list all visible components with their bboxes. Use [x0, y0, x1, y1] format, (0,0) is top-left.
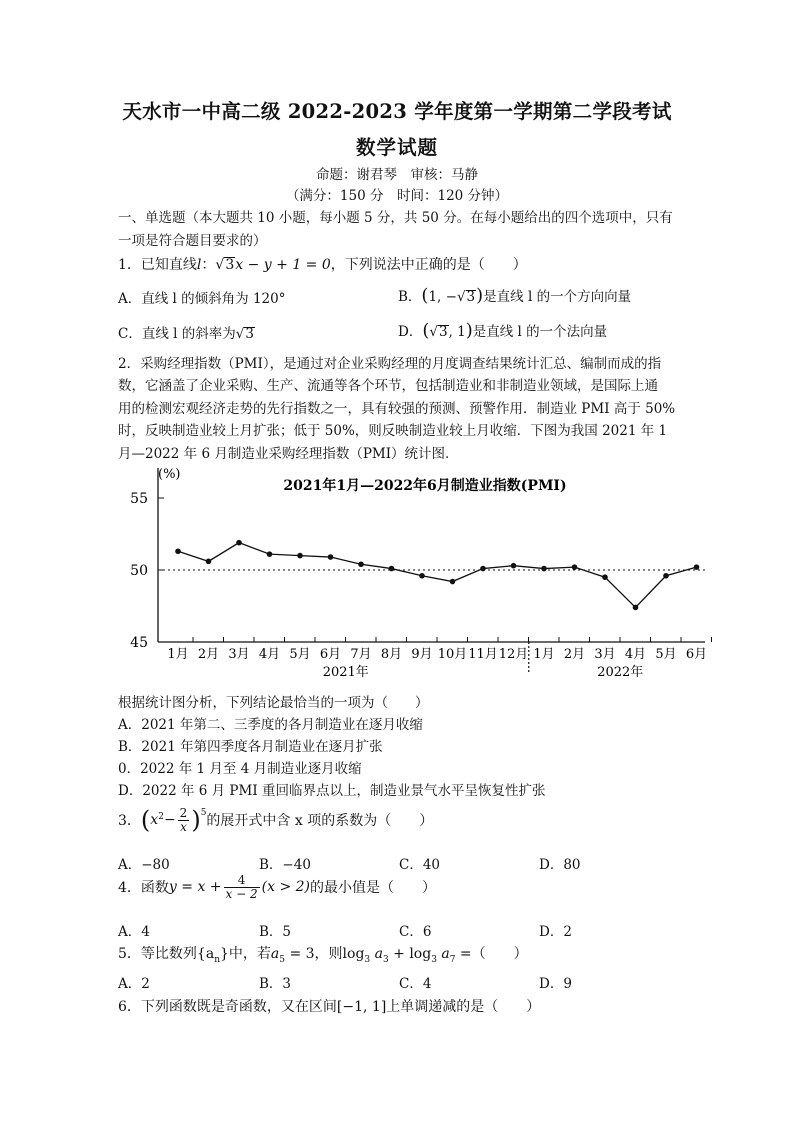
q5-seq-sub: n: [214, 954, 220, 965]
x-tick-label: 6月: [685, 647, 708, 662]
q5-log2: log: [409, 946, 432, 962]
exam-title: 天水市一中高二级 2022-2023 学年度第一学期第二学段考试: [122, 100, 672, 123]
q4-eq-a: y = x +: [168, 879, 222, 896]
q1-b-vec-rad: 3: [466, 289, 476, 305]
q4-option-a: A．4: [118, 924, 150, 940]
q5-then: ，则: [314, 946, 343, 962]
x-tick-label: 10月: [437, 647, 468, 662]
q6-post: 上单调递减的是（ ）: [386, 999, 541, 1015]
pmi-data-point: [267, 551, 273, 557]
q1-eq-l: l: [196, 257, 202, 273]
pmi-data-point: [602, 574, 608, 580]
q3-frac-den: x: [180, 819, 187, 834]
q1-option-b: B．(1, −√3)是直线 l 的一个方向向量: [398, 285, 632, 306]
q3-minus: −: [163, 812, 176, 828]
q1-option-a: A．直线 l 的倾斜角为 120°: [118, 291, 286, 307]
pmi-data-point: [511, 563, 517, 569]
q5-option-c: C．4: [399, 976, 432, 992]
pmi-data-point: [175, 548, 181, 554]
x-tick-label: 2月: [563, 647, 586, 662]
q2-line5: 月—2022 年 6 月制造业采购经理指数（PMI）统计图．: [118, 446, 459, 462]
pmi-data-point: [633, 605, 639, 611]
y-tick-label: 50: [130, 563, 148, 579]
q3-exponent: 5: [200, 808, 207, 818]
q4-option-d: D．2: [539, 924, 572, 940]
q4-stem: [118, 874, 436, 900]
q5-log1: log: [342, 946, 365, 962]
x-tick-label: 5月: [655, 647, 677, 662]
pmi-data-point: [206, 559, 212, 565]
q2-line2: 数，它涵盖了企业采购、生产、流通等各个环节，包括制造业和非制造业领域，是国际上通: [118, 378, 658, 394]
year-label-2022: 2022年: [597, 665, 644, 680]
y-tick-label: 55: [130, 491, 148, 507]
q1-post: ，下列说法中正确的是（ ）: [330, 257, 527, 273]
q1-b-pre: B．: [398, 289, 422, 305]
q5-plus: +: [388, 946, 410, 962]
q4-option-b: B．5: [259, 924, 292, 940]
q5-log1-sub: 3: [364, 954, 371, 965]
x-tick-label: 6月: [319, 647, 342, 662]
q1-stem: 1．已知直线l：√3x − y + 1 = 0，下列说法中正确的是（ ）: [118, 257, 527, 273]
x-tick-label: 1月: [533, 647, 555, 662]
q2-option-b: B．2021 年第四季度各月制造业在逐月扩张: [118, 739, 383, 755]
q1-d-post: 是直线 l 的一个法向量: [472, 324, 608, 340]
pmi-data-point: [541, 566, 547, 572]
q3-base-x: x: [150, 812, 159, 828]
x-tick-label: 3月: [594, 647, 616, 662]
q3-base-exp: 2: [158, 812, 164, 822]
q1-eq-rest: x − y + 1 = 0: [235, 257, 331, 273]
pmi-data-point: [480, 566, 486, 572]
pmi-data-point: [450, 579, 456, 585]
q3-num: 3．: [118, 813, 141, 829]
q5-stem: [118, 943, 528, 965]
q5-log2-sub: 3: [431, 954, 437, 965]
pmi-data-point: [328, 554, 334, 560]
pmi-data-point: [358, 561, 364, 567]
q3-frac-num: 2: [179, 805, 188, 820]
q5-pre: 5．等比数列: [118, 946, 197, 962]
q1-d-rad: 3: [438, 324, 448, 340]
q5-log1-a: a: [370, 946, 383, 962]
pmi-data-point: [297, 553, 303, 559]
q2-prompt: 根据统计图分析，下列结论最恰当的一项为（ ）: [118, 695, 429, 711]
x-tick-label: 9月: [411, 647, 433, 662]
q3-option-b: B．−40: [259, 857, 311, 873]
pmi-data-point: [572, 564, 578, 570]
q1-option-c: C．直线 l 的斜率为√3: [118, 326, 254, 342]
q2-option-a: A．2021 年第二、三季度的各月制造业在逐月收缩: [118, 717, 423, 733]
pmi-data-point: [663, 573, 669, 579]
chart-title: 2021年1月—2022年6月制造业指数(PMI): [283, 478, 567, 494]
q3-option-c: C．40: [399, 857, 441, 873]
q1-d-vec-b: , 1: [448, 324, 466, 340]
q5-option-b: B．3: [259, 976, 292, 992]
pmi-line-chart: [110, 458, 720, 688]
x-tick-label: 3月: [228, 647, 250, 662]
x-tick-label: 11月: [468, 647, 498, 662]
q1-eq-colon: ：: [201, 257, 216, 273]
q3-fraction: [178, 807, 190, 833]
q5-option-a: A．2: [118, 976, 150, 992]
q5-cond-a: a: [270, 946, 280, 962]
q5-log2-a: a: [436, 946, 450, 962]
x-tick-label: 8月: [380, 647, 403, 662]
q1-c-rad: 3: [245, 326, 254, 342]
x-tick-label: 1月: [167, 647, 189, 662]
q6-stem: [118, 996, 540, 1016]
q1-b-vec-a: 1, −: [428, 289, 457, 305]
x-tick-label: 7月: [350, 647, 372, 662]
q5-log1-a-sub: 3: [382, 954, 389, 965]
pmi-data-point: [389, 566, 395, 572]
q6-pre: 6．下列函数既是奇函数，又在区间: [118, 999, 337, 1015]
q5-seq-close: }: [219, 946, 229, 962]
exam-score-time: （满分：150 分 时间：120 分钟）: [285, 188, 509, 204]
year-label-2021: 2021年: [322, 665, 369, 680]
q2-line4: 时，反映制造业较上月扩张；低于 50%，则反映制造业较上月收缩．下图为我国 2021 年 1: [118, 423, 668, 439]
q5-cond-sub: 5: [279, 954, 285, 965]
section1-heading-line2: 一项是符合题目要求的）: [118, 233, 267, 249]
q3-option-d: D．80: [539, 857, 581, 873]
pmi-data-point: [236, 540, 242, 546]
q3-stem: 3． ( x $^2$ − $\frac{2}{x}$ ) $^5$ 的展开式中含 x 项的系数为（ ）: [118, 805, 434, 834]
q2-option-d: D．2022 年 6 月 PMI 重回临界点以上，制造业景气水平呈恢复性扩张: [118, 783, 546, 799]
q3-post: 的展开式中含 x 项的系数为（ ）: [206, 813, 434, 829]
chart-y-axis-label: (%): [158, 467, 181, 482]
q4-frac-den: x − 2: [225, 886, 258, 901]
q1-d-pre: D．: [398, 324, 423, 340]
q6-interval: [−1, 1]: [336, 999, 387, 1015]
pmi-data-point: [419, 573, 425, 579]
exam-subtitle: 数学试题: [355, 136, 438, 159]
x-tick-label: 4月: [624, 647, 647, 662]
x-tick-label: 12月: [498, 647, 529, 662]
q2-option-c: 0．2022 年 1 月至 4 月制造业逐月收缩: [118, 761, 362, 777]
q5-log2-a-sub: 7: [449, 954, 456, 965]
q5-mid: 中，若: [228, 946, 271, 962]
q2-line3: 用的检测宏观经济走势的先行指数之一，具有较强的预测、预警作用．制造业 PMI 高于 50%: [118, 401, 676, 417]
q5-seq: {a: [196, 946, 215, 962]
exam-authors: 命题：谢君琴 审核：马静: [316, 167, 478, 183]
q4-option-c: C．6: [399, 924, 432, 940]
pmi-data-point: [694, 564, 700, 570]
q2-line1: 2．采购经理指数（PMI），是通过对企业采购经理的月度调查结果统计汇总、编制而成的指: [118, 356, 662, 372]
q5-cond-rest: = 3: [285, 946, 315, 962]
x-tick-label: 4月: [258, 647, 281, 662]
x-tick-label: 5月: [289, 647, 311, 662]
q1-eq-rad: 3: [225, 257, 235, 273]
section1-heading-line1: 一、单选题（本大题共 10 小题，每小题 5 分，共 50 分。在每小题给出的四个选项中，只有: [118, 210, 673, 226]
x-tick-label: 2月: [197, 647, 220, 662]
q4-frac-num: 4: [224, 874, 260, 888]
q4-pre: 4．函数: [118, 880, 169, 897]
pmi-series-line: [178, 543, 697, 608]
q1-pre: 1．已知直线: [118, 257, 197, 273]
q1-option-d: D．(√3, 1)是直线 l 的一个法向量: [398, 320, 608, 341]
q4-fraction: [224, 874, 260, 900]
q1-c-pre: C．直线 l 的斜率为: [118, 326, 236, 342]
q5-option-d: D．9: [539, 976, 572, 992]
q4-post: 的最小值是（ ）: [310, 880, 436, 897]
q3-option-a: A．−80: [118, 857, 170, 873]
q5-post: =（ ）: [455, 946, 528, 962]
q1-b-post: 是直线 l 的一个方向向量: [483, 289, 632, 305]
q4-condition: (x > 2): [261, 879, 310, 896]
y-tick-label: 45: [130, 635, 148, 651]
